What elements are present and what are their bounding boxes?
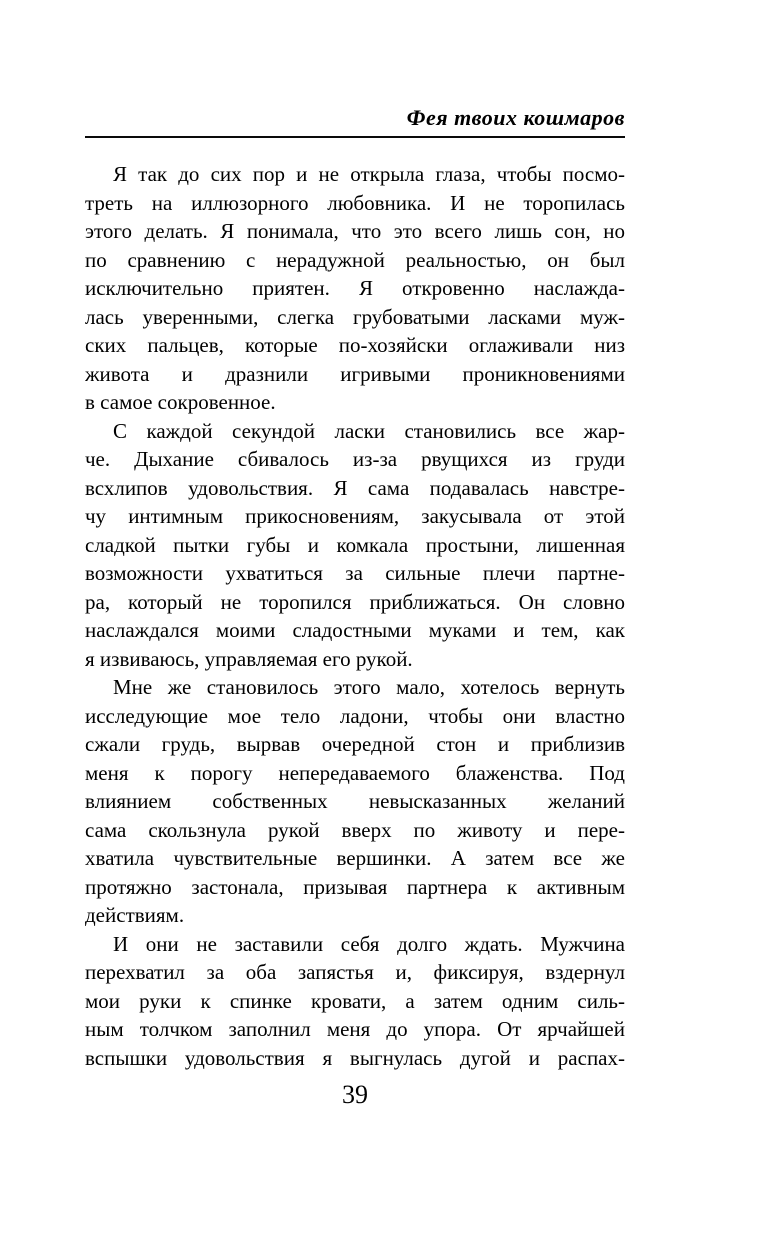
text-line: меня к порогу непередаваемого блаженства. Под bbox=[85, 760, 625, 785]
text-line: ра, который не торопился приближаться. Он словно bbox=[85, 589, 625, 614]
text-line: возможности ухватиться за сильные плечи партне- bbox=[85, 561, 625, 585]
text-line: сжали грудь, вырвав очередной стон и приблизив bbox=[85, 732, 625, 756]
text-line: этого делать. Я понимала, что это всего лишь сон, но bbox=[85, 219, 625, 243]
text-line: лась уверенными, слегка грубоватыми ласками муж- bbox=[85, 304, 625, 329]
text-line: по сравнению с нерадужной реальностью, он был bbox=[85, 247, 625, 272]
text-line: Я так до сих пор и не открыла глаза, чтобы посмо- bbox=[113, 162, 625, 186]
text-line: исследующие мое тело ладони, чтобы они властно bbox=[85, 703, 625, 728]
running-head: Фея твоих кошмаров bbox=[406, 105, 625, 130]
text-line: действиям. bbox=[85, 903, 185, 927]
header-rule bbox=[85, 136, 625, 138]
text-line: исключительно приятен. Я откровенно наслажда- bbox=[85, 276, 625, 300]
text-line: вспышки удовольствия я выгнулась дугой и распах- bbox=[85, 1045, 625, 1070]
text-line: наслаждался моими сладостными муками и тем, как bbox=[85, 618, 625, 642]
text-line: И они не заставили себя долго ждать. Мужчина bbox=[113, 931, 625, 956]
page-text bbox=[85, 160, 625, 1072]
text-line: ских пальцев, которые по-хозяйски оглаживали низ bbox=[85, 333, 625, 357]
text-line: мои руки к спинке кровати, а затем одним силь- bbox=[85, 988, 625, 1013]
text-line: я извиваюсь, управляемая его рукой. bbox=[85, 646, 413, 671]
text-line: сама скользнула рукой вверх по животу и пере- bbox=[85, 817, 625, 842]
text-line: сладкой пытки губы и комкала простыни, лишенная bbox=[85, 532, 625, 557]
text-line: перехватил за оба запястья и, фиксируя, вздернул bbox=[85, 960, 625, 984]
text-line: в самое сокровенное. bbox=[85, 390, 276, 414]
text-line: живота и дразнили игривыми проникновениями bbox=[85, 361, 625, 386]
text-line: С каждой секундой ласки становились все жар- bbox=[113, 418, 625, 443]
text-line: треть на иллюзорного любовника. И не торопилась bbox=[85, 190, 625, 215]
text-line: хватила чувствительные вершинки. А затем все же bbox=[85, 846, 625, 870]
text-line: всхлипов удовольствия. Я сама подавалась навстре- bbox=[85, 475, 625, 500]
text-line: протяжно застонала, призывая партнера к активным bbox=[85, 874, 625, 899]
text-line: ным толчком заполнил меня до упора. От ярчайшей bbox=[85, 1017, 625, 1041]
text-line: че. Дыхание сбивалось из-за рвущихся из груди bbox=[85, 447, 625, 471]
text-line: влиянием собственных невысказанных желаний bbox=[85, 789, 625, 813]
page-number: 39 bbox=[342, 1080, 368, 1109]
text-line: чу интимным прикосновениям, закусывала от этой bbox=[85, 504, 625, 528]
text-line: Мне же становилось этого мало, хотелось вернуть bbox=[113, 675, 625, 699]
